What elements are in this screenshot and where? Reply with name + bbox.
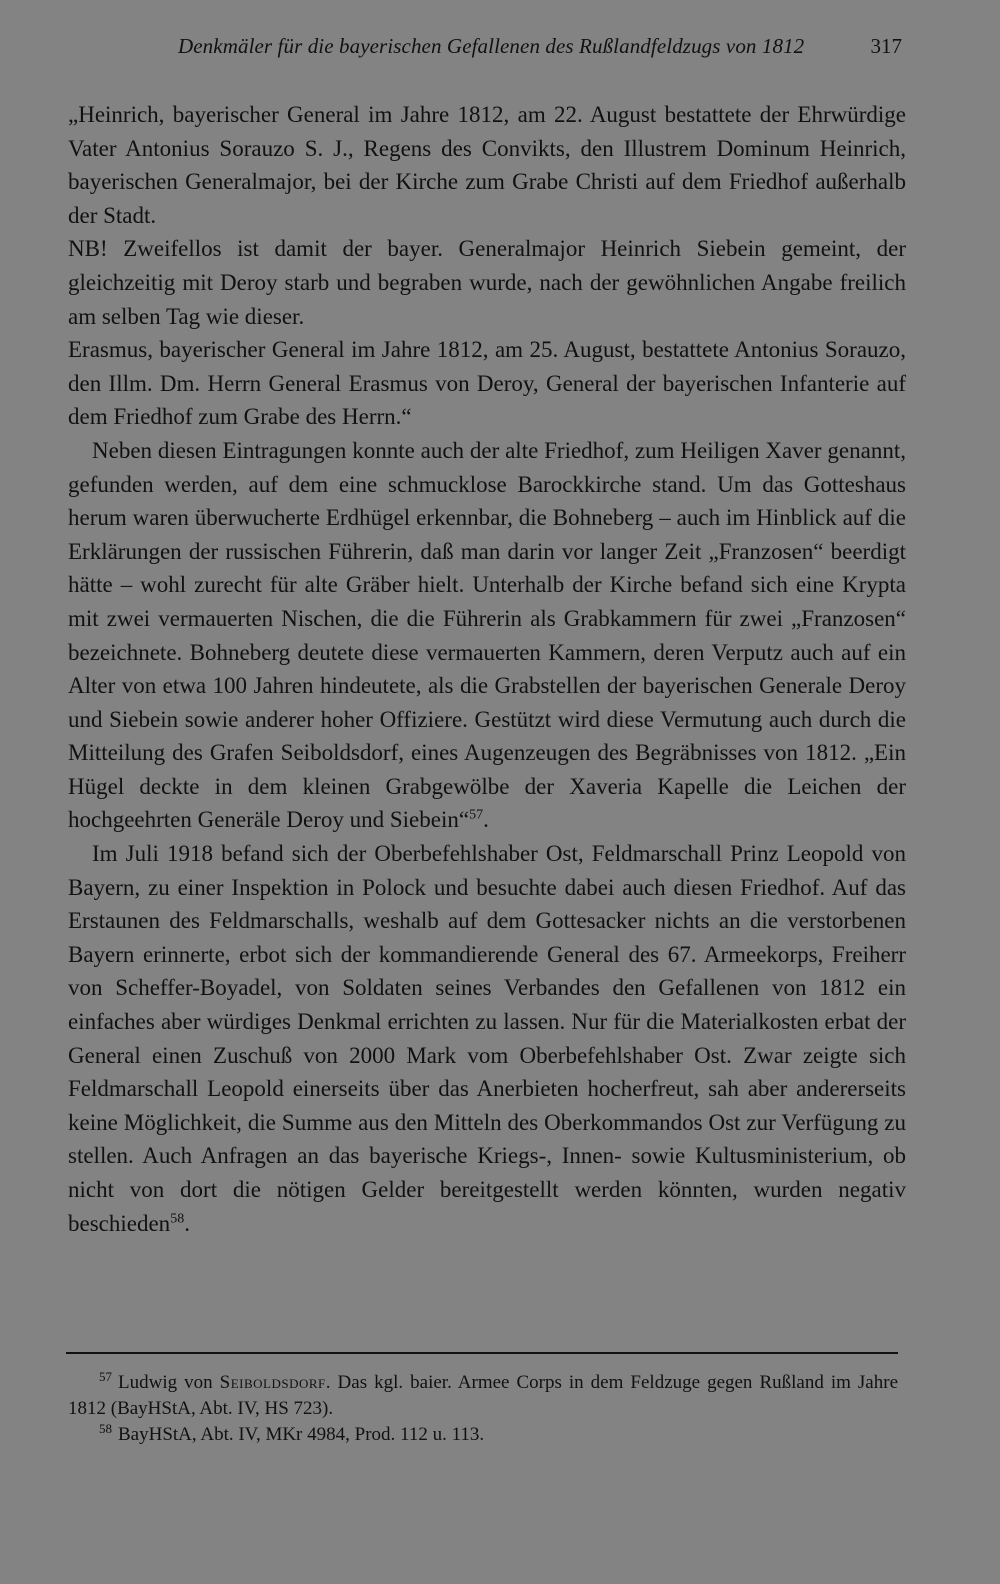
footnote-ref-58[interactable]: 58 bbox=[170, 1210, 185, 1226]
paragraph-friedhof-text: Neben diesen Eintragungen konnte auch der alte Friedhof, zum Heiligen Xaver genannt, gefunden werden, auf dem eine schmucklose Barockkirche stand. Um das Gotteshaus herum waren überwucherte Erdhügel erkennbar, die Bohneberg – auch im Hinblick auf die Erklärungen der russischen Führerin, daß man darin vor langer Zeit „Franzosen“ beerdigt hätte – wohl zurecht für alte Gräber hielt. Unterhalb der Kirche befand sich eine Krypta mit zwei vermauerten Nischen, die die Führerin als Grabkammern für zwei „Franzosen“ bezeichnete. Bohneberg deutete diese vermauerten Kammern, deren Verputz auch auf ein Alter von etwa 100 Jahren hindeutete, als die Grabstellen der bayerischen Generale Deroy und Siebein sowie anderer hoher Offiziere. Gestützt wird diese Vermutung auch durch die Mitteilung des Grafen Seiboldsdorf, eines Augenzeugen des Begräbnisses von 1812. „Ein Hügel deckte in dem kleinen Grabgewölbe der Xaveria Kapelle die Leichen der hochgeehrten Generäle Deroy und Siebein“ bbox=[68, 437, 906, 833]
paragraph-friedhof-end: . bbox=[483, 807, 489, 833]
page-number: 317 bbox=[870, 34, 902, 58]
paragraph-juli-1918 bbox=[68, 837, 906, 1240]
footnote-text: BayHStA, Abt. IV, MKr 4984, Prod. 112 u. 113. bbox=[118, 1424, 485, 1445]
paragraph-juli-1918-text: Im Juli 1918 befand sich der Oberbefehlshaber Ost, Feldmarschall Prinz Leopold von Bayern, zu einer Inspektion in Polock und besuchte dabei auch diesen Friedhof. Auf das Erstaunen des Feldmarschalls, weshalb auf dem Gottesacker nichts an die verstorbenen Bayern erinnerte, erbot sich der kommandierende General des 67. Armeekorps, Freiherr von Scheffer-Boyadel, von Soldaten seines Verbandes den Gefallenen von 1812 ein einfaches aber würdiges Denkmal errichten zu lassen. Nur für die Materialkosten erbat der General einen Zuschuß von 2000 Mark vom Oberbefehlshaber Ost. Zwar zeigte sich Feldmarschall Leopold einerseits über das Anerbieten hocherfreut, sah aber andererseits keine Möglichkeit, die Summe aus den Mitteln des Oberkommandos Ost zur Verfügung zu stellen. Auch Anfragen an das bayerische Kriegs-, Innen- sowie Kultusministerium, ob nicht von dort die nötigen Gelder bereitgestellt werden könnten, wurden negativ beschieden bbox=[68, 841, 906, 1236]
footnote-58: 58 BayHStA, Abt. IV, MKr 4984, Prod. 112 u. 113. bbox=[99, 1420, 485, 1445]
footnote-57: 57 Ludwig von Seiboldsdorf. Das kgl. baier. Armee Corps in dem Feldzuge gegen Rußland im Jahre 1812 (BayHStA, Abt. IV, HS 723). bbox=[68, 1368, 899, 1419]
footnote-text: . Das kgl. baier. Armee Corps in dem Feldzuge gegen Rußland im Jahre 1812 (BayHStA, Abt. IV, HS 723). bbox=[68, 1372, 899, 1419]
page-header bbox=[68, 34, 908, 64]
footnote-ref-57[interactable]: 57 bbox=[469, 807, 484, 823]
footnote-divider bbox=[66, 1352, 898, 1354]
footnotes bbox=[68, 1370, 898, 1448]
paragraph-juli-1918-end: . bbox=[184, 1210, 190, 1236]
footnote-pre: Ludwig von bbox=[118, 1372, 220, 1393]
body-text bbox=[68, 98, 906, 1240]
paragraph-quote-erasmus: Erasmus, bayerischer General im Jahre 1812, am 25. August, bestattete Antonius Sorauzo, den Illm. Dm. Herrn General Erasmus von Deroy, General der bayerischen Infanterie auf dem Friedhof zum Grabe des Herrn.“ bbox=[68, 337, 906, 430]
paragraph-friedhof bbox=[68, 434, 906, 837]
footnote-author: Seiboldsdorf bbox=[219, 1372, 326, 1393]
paragraph-quote-heinrich: „Heinrich, bayerischer General im Jahre 1812, am 22. August bestattete der Ehrwürdige Vater Antonius Sorauzo S. J., Regens des Convikts, den Illustrem Dominum Heinrich, bayerischen Generalmajor, bei der Kirche zum Grabe Christi auf dem Friedhof außerhalb der Stadt. bbox=[68, 102, 906, 228]
running-title: Denkmäler für die bayerischen Gefallenen des Rußlandfeldzugs von 1812 bbox=[178, 34, 805, 58]
paragraph-note-siebein: NB! Zweifellos ist damit der bayer. Generalmajor Heinrich Siebein gemeint, der gleichzeitig mit Deroy starb und begraben wurde, nach der gewöhnlichen Angabe freilich am selben Tag wie dieser. bbox=[68, 236, 906, 329]
